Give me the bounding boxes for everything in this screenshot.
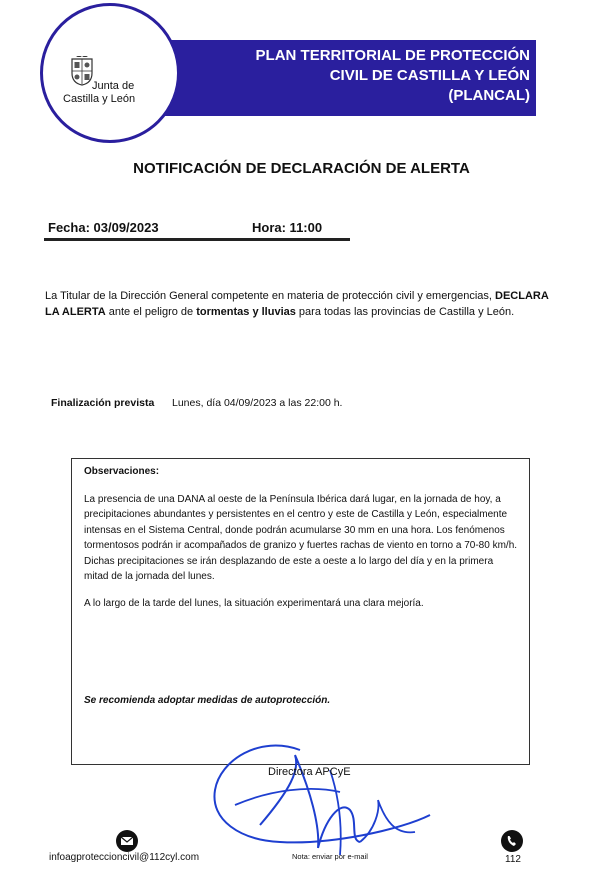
divider bbox=[44, 238, 350, 241]
observations-title: Observaciones: bbox=[84, 466, 160, 477]
time-field: Hora: 11:00 bbox=[252, 220, 323, 235]
logo-line2: Castilla y León bbox=[63, 93, 136, 105]
end-label: Finalización prevista bbox=[51, 397, 155, 409]
observations-paragraph-1: La presencia de una DANA al oeste de la Península Ibérica dará lugar, en la jornada de hoy, a precipitaciones abundantes y persistentes en el centro y este de Castilla y León, especialmente intensas en el Sistema Central, donde podrán acumularse 30 mm en una hora. Los fenómenos tormentosos podrán ir acompañados de granizo y fuertes rachas de viento en torno a 70-80 km/h. Dichas precipitaciones se irán desplazando de este a oeste a lo largo del día y en la primera mitad de la jornada del lunes. bbox=[84, 494, 518, 583]
contact-phone[interactable]: 112 bbox=[505, 854, 521, 865]
header-title bbox=[200, 46, 530, 106]
document-title: NOTIFICACIÓN DE DECLARACIÓN DE ALERTA bbox=[133, 160, 470, 177]
contact-email[interactable]: infoagproteccioncivil@112cyl.com bbox=[49, 852, 200, 863]
footer-note: Nota: enviar por e-mail bbox=[292, 852, 368, 861]
intro-text-1: La Titular de la Dirección General competente en materia de protección civil y emergencias, bbox=[45, 290, 496, 302]
signature-image bbox=[200, 730, 460, 860]
declaration-text bbox=[45, 288, 560, 320]
date-field: Fecha: 03/09/2023 bbox=[48, 220, 159, 235]
signer-name: Directora APCyE bbox=[268, 766, 351, 778]
header-title-line3: (PLANCAL) bbox=[448, 87, 530, 104]
phone-icon bbox=[501, 830, 523, 852]
coat-of-arms-icon bbox=[71, 56, 93, 86]
intro-text-2: ante el peligro de bbox=[105, 306, 197, 318]
logo-line1: Junta de bbox=[92, 80, 135, 92]
logo-circle bbox=[40, 3, 180, 143]
intro-bold-1: DECLARA LA ALERTA bbox=[45, 290, 549, 318]
end-value: Lunes, día 04/09/2023 a las 22:00 h. bbox=[172, 397, 343, 409]
observations-paragraph-2: A lo largo de la tarde del lunes, la situación experimentará una clara mejoría. bbox=[84, 598, 424, 609]
mail-icon bbox=[116, 830, 138, 852]
header-title-line2: CIVIL DE CASTILLA Y LEÓN bbox=[329, 67, 530, 84]
intro-bold-2: tormentas y lluvias bbox=[196, 306, 296, 318]
header-title-line1: PLAN TERRITORIAL DE PROTECCIÓN bbox=[255, 47, 530, 64]
recommendation: Se recomienda adoptar medidas de autoprotección. bbox=[84, 695, 331, 706]
intro-text-3: para todas las provincias de Castilla y León. bbox=[295, 306, 515, 318]
